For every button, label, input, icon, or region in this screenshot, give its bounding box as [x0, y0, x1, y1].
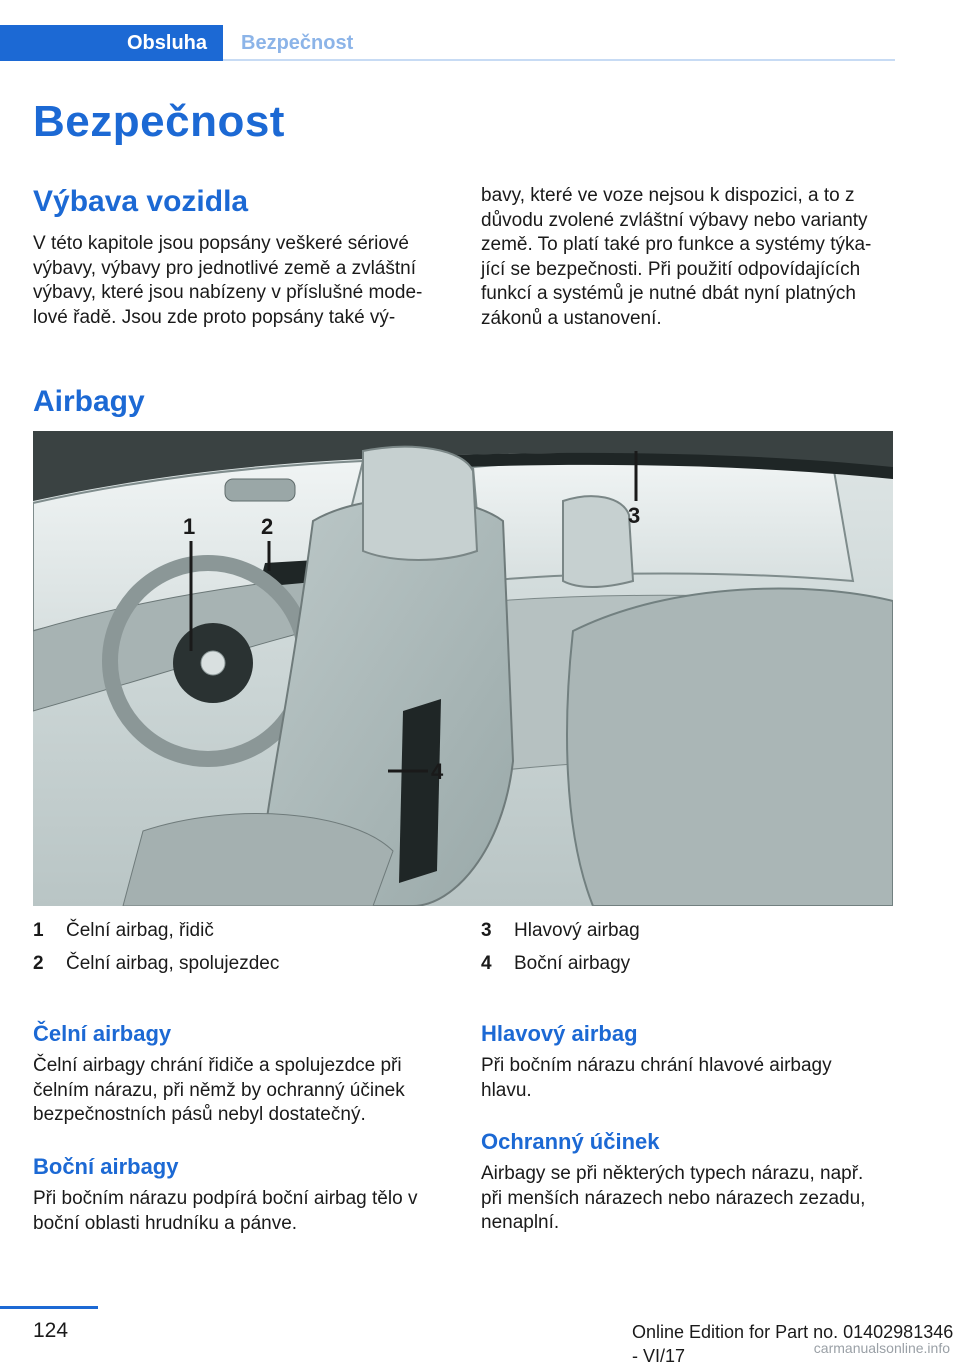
vybava-col1-line-1: V této kapitole jsou popsány veškeré sériové	[33, 233, 409, 254]
celni-line-2: čelním nárazu, při němž by ochranný účinek	[33, 1079, 405, 1101]
vybava-col2-line-4: jící se bezpečnosti. Při použití odpovídajících	[481, 258, 861, 280]
bocni-line-1: Při bočním nárazu podpírá boční airbag tělo v	[33, 1188, 418, 1209]
legend-text: Boční airbagy	[514, 953, 631, 974]
legend-num: 3	[481, 920, 492, 941]
ochranny-line-1: Airbagy se při některých typech nárazu, např.	[481, 1163, 864, 1184]
ochranny-line-2: při menších nárazech nebo nárazech zezadu,	[481, 1187, 866, 1209]
callout-1: 1	[183, 514, 196, 539]
subheading-ochranny: Ochranný účinek	[481, 1129, 660, 1154]
vybava-col1-line-4: lové řadě. Jsou zde proto popsány také vý‐	[33, 306, 396, 328]
seat-cushion	[123, 814, 393, 906]
header-tabs	[0, 25, 895, 61]
legend-num: 2	[33, 953, 44, 974]
rearview-mirror	[225, 479, 295, 501]
side-airbag-area	[399, 699, 441, 883]
car-interior-drawing	[33, 431, 893, 906]
brand-emblem	[201, 651, 225, 675]
section-heading-airbagy: Airbagy	[33, 385, 145, 418]
headrest	[363, 447, 477, 560]
airbag-illustration	[33, 431, 893, 906]
tab-bezpecnost[interactable]: Bezpečnost	[241, 32, 354, 54]
legend-item-2	[33, 952, 453, 976]
bocni-line-2: boční oblasti hrudníku a pánve.	[33, 1212, 298, 1234]
rear-seat	[567, 589, 893, 906]
tab-underline	[223, 59, 895, 61]
legend-text: Čelní airbag, spolujezdec	[66, 953, 280, 974]
celni-line-3: bezpečnostních pásů nebyl dostatečný.	[33, 1104, 366, 1125]
page-title: Bezpečnost	[33, 97, 285, 146]
page-number: 124	[33, 1319, 69, 1342]
side-window	[473, 459, 853, 581]
hlavovy-line-2: hlavu.	[481, 1079, 532, 1101]
callout-3: 3	[628, 503, 641, 528]
vybava-col2-line-6: zákonů a ustanovení.	[481, 307, 662, 329]
legend-item-3	[481, 919, 901, 943]
celni-line-1: Čelní airbagy chrání řidiče a spolujezdce při	[33, 1055, 402, 1076]
tab-obsluha[interactable]: Obsluha	[0, 25, 223, 61]
vybava-col1-line-3: výbavy, které jsou nabízeny v příslušné mode‐	[33, 282, 423, 303]
vybava-col2-line-3: země. To platí také pro funkce a systémy týka‐	[481, 234, 872, 255]
subheading-hlavovy: Hlavový airbag	[481, 1021, 638, 1046]
callout-2: 2	[261, 514, 274, 539]
legend-item-4	[481, 952, 901, 976]
subheading-bocni: Boční airbagy	[33, 1154, 179, 1179]
vybava-col2-line-1: bavy, které ve voze nejsou k dispozici, a to z	[481, 185, 855, 206]
callout-4: 4	[431, 759, 444, 784]
vybava-col2-line-5: funkcí a systémů je nutné dbát nyní platných	[481, 283, 856, 304]
ochranny-line-3: nenaplní.	[481, 1212, 560, 1233]
vybava-col1-line-2: výbavy, výbavy pro jednotlivé země a zvláštní	[33, 257, 416, 279]
rear-headrest	[563, 496, 633, 587]
edition-info: Online Edition for Part no. 01402981346 - VI/17	[632, 1322, 954, 1366]
legend-text: Hlavový airbag	[514, 920, 640, 941]
hlavovy-line-1: Při bočním nárazu chrání hlavové airbagy	[481, 1055, 832, 1076]
legend-num: 1	[33, 920, 44, 941]
legend-text: Čelní airbag, řidič	[66, 920, 214, 941]
section-heading-vybava: Výbava vozidla	[33, 185, 249, 218]
legend-item-1	[33, 919, 453, 943]
legend-num: 4	[481, 953, 492, 974]
vybava-col2-line-2: důvodu zvolené zvláštní výbavy nebo varianty	[481, 209, 868, 231]
subheading-celni: Čelní airbagy	[33, 1021, 172, 1046]
watermark: carmanualsonline.info	[813, 1340, 950, 1356]
footer-rule	[0, 1306, 98, 1309]
